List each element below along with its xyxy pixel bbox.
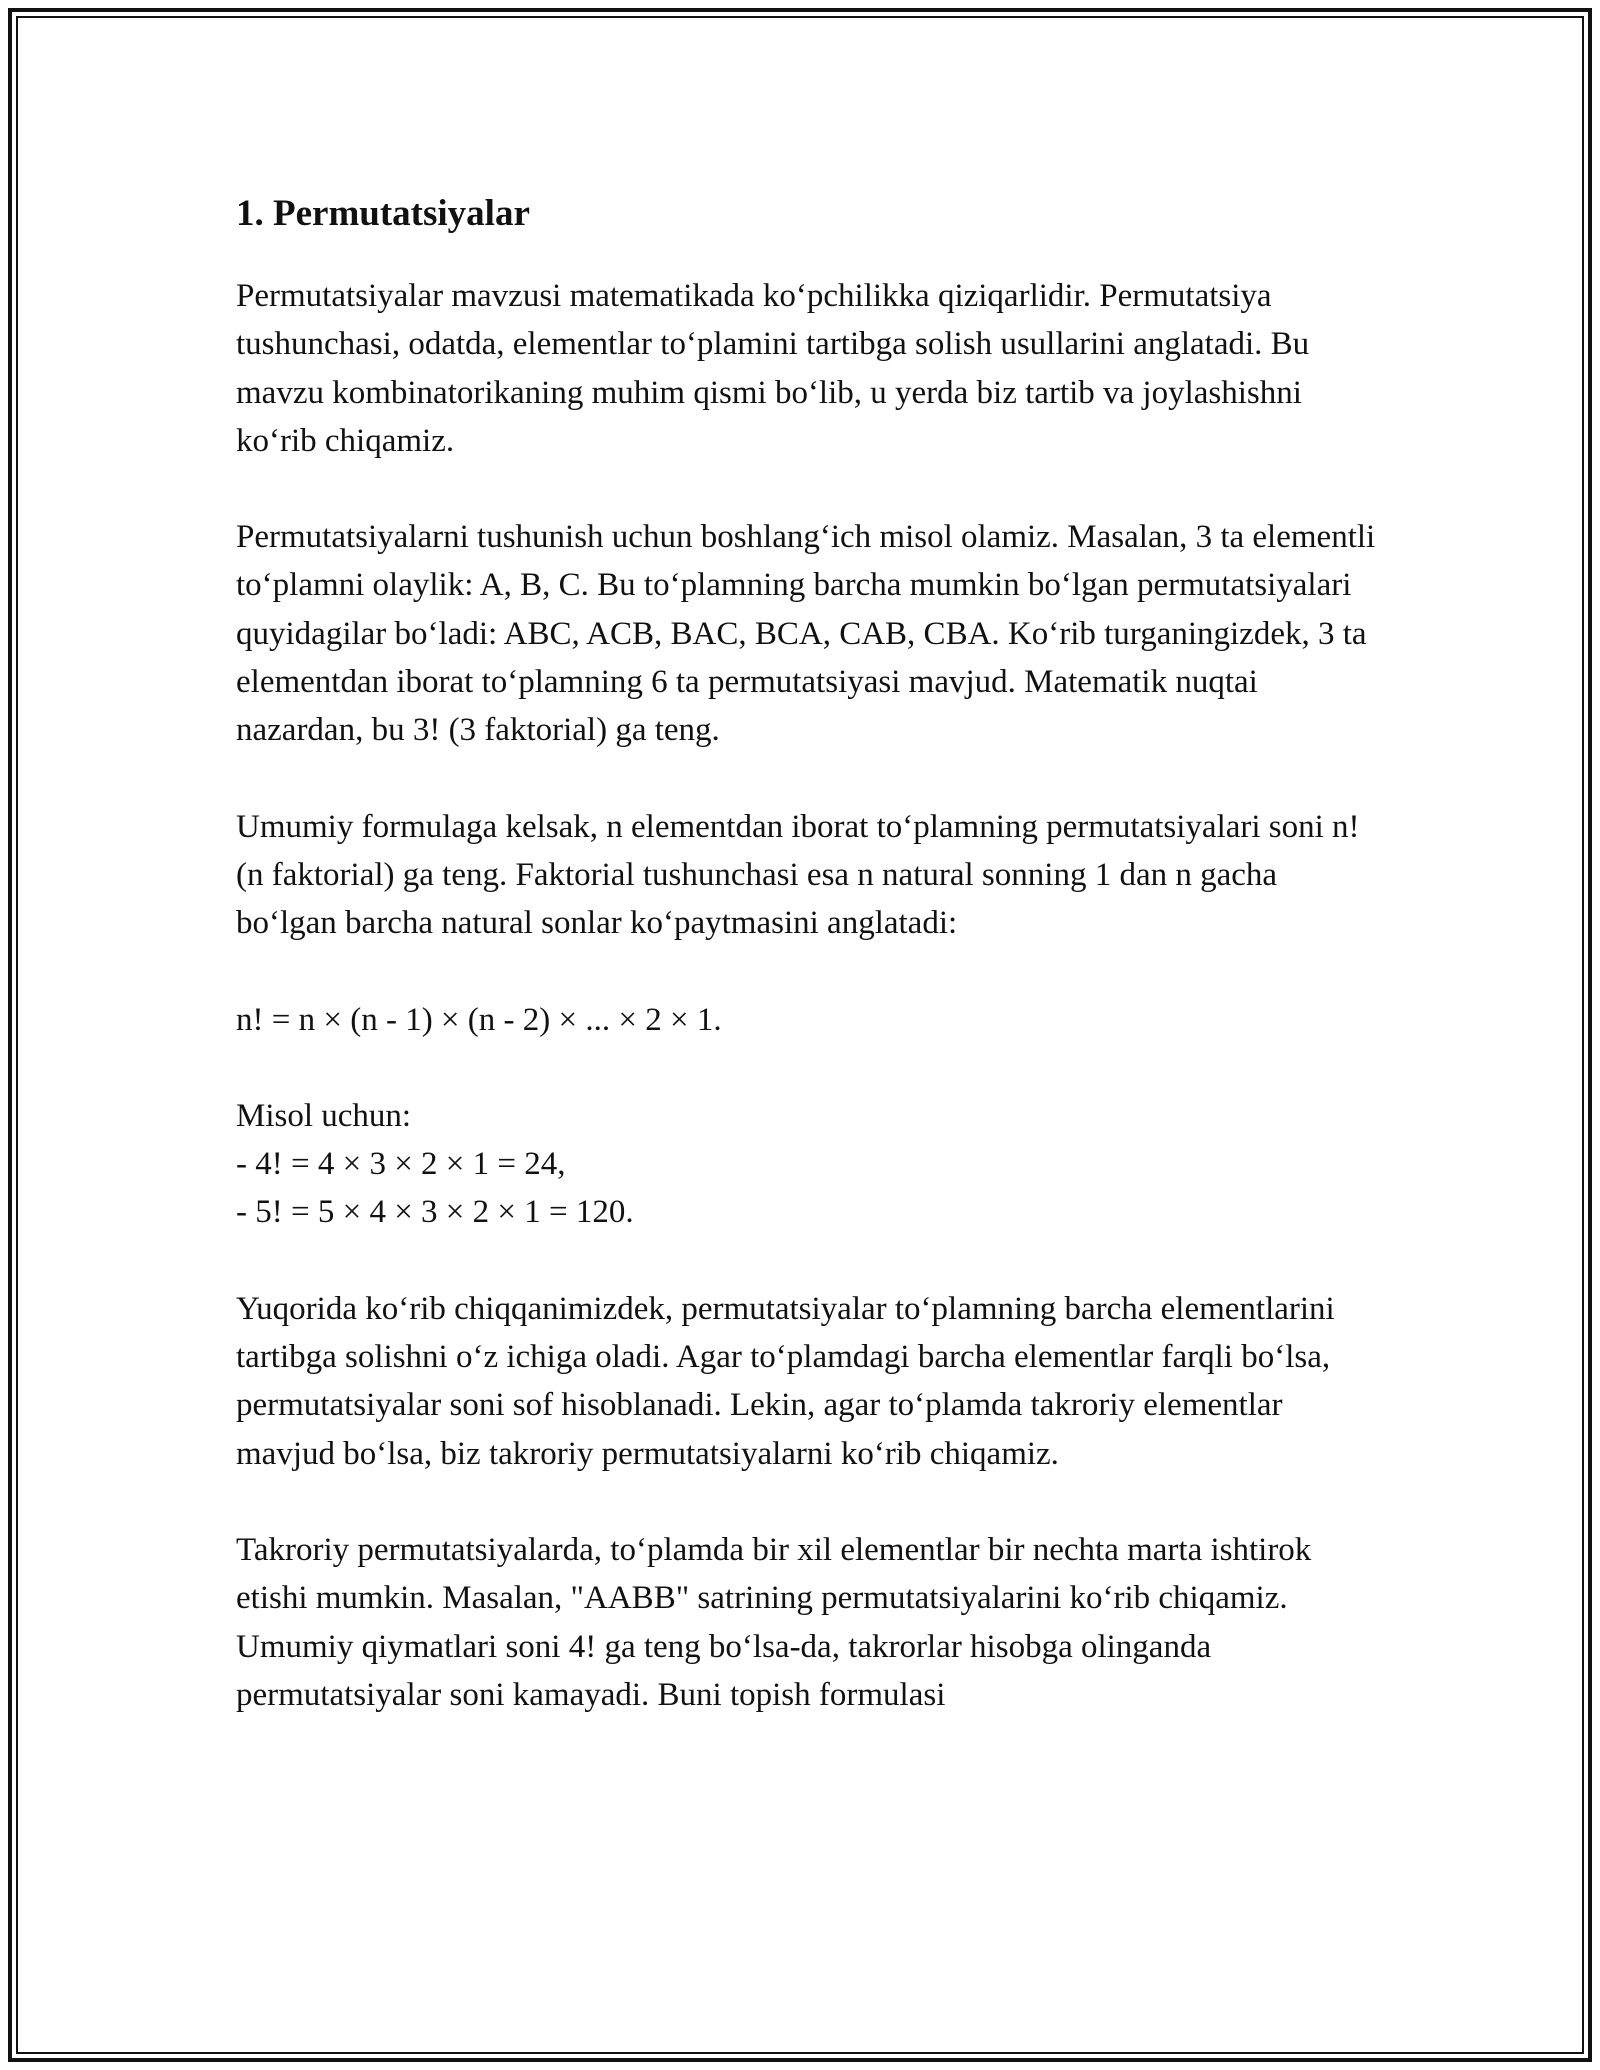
paragraph-example-abc: Permutatsiyalarni tushunish uchun boshlang‘ich misol olamiz. Masalan, 3 ta elementli to‘plamni olaylik: A, B, C. Bu to‘plamning barcha mumkin bo‘lgan permutatsiyalari quyidagilar bo‘ladi: ABC, ACB, BAC, BCA, CAB, CBA. Ko‘rib turganingizdek, 3 ta elementdan iborat to‘plamning 6 ta permutatsiyasi mavjud. Matematik nuqtai nazardan, bu 3! (3 faktorial) ga teng. <box>236 519 1376 749</box>
paragraph-general-formula: Umumiy formulaga kelsak, n elementdan iborat to‘plamning permutatsiyalari soni n! (n faktorial) ga teng. Faktorial tushunchasi esa n natural sonning 1 dan n gacha bo‘lgan barcha natural sonlar ko‘paytmasini anglatadi: <box>236 808 1360 942</box>
section-heading: 1. Permutatsiyalar <box>236 193 530 234</box>
document-body <box>236 188 1376 1767</box>
example-block <box>236 1092 1376 1237</box>
example-line: - 4! = 4 × 3 × 2 × 1 = 24, <box>236 1146 566 1183</box>
paragraph-repeated-permutations: Takroriy permutatsiyalarda, to‘plamda bir xil elementlar bir nechta marta ishtirok etishi mumkin. Masalan, "AABB" satrining permutatsiyalarini ko‘rib chiqamiz. Umumiy qiymatlari soni 4! ga teng bo‘lsa-da, takrorlar hisobga olinganda permutatsiyalar soni kamayadi. Buni topish formulasi <box>236 1531 1312 1713</box>
paragraph-distinct-elements: Yuqorida ko‘rib chiqqanimizdek, permutatsiyalar to‘plamning barcha elementlarini tartibga solishni o‘z ichiga oladi. Agar to‘plamdagi barcha elementlar farqli bo‘lsa, permutatsiyalar soni sof hisoblanadi. Lekin, agar to‘plamda takroriy elementlar mavjud bo‘lsa, biz takroriy permutatsiyalarni ko‘rib chiqamiz. <box>236 1290 1335 1472</box>
paragraph-intro: Permutatsiyalar mavzusi matematikada ko‘pchilikka qiziqarlidir. Permutatsiya tushunchasi, odatda, elementlar to‘plamini tartibga solish usullarini anglatadi. Bu mavzu kombinatorikaning muhim qismi bo‘lib, u yerda biz tartib va joylashishni ko‘rib chiqamiz. <box>236 278 1310 459</box>
example-line: - 5! = 5 × 4 × 3 × 2 × 1 = 120. <box>236 1194 634 1231</box>
example-heading: Misol uchun: <box>236 1097 412 1134</box>
factorial-formula: n! = n × (n - 1) × (n - 2) × ... × 2 × 1. <box>236 1001 722 1038</box>
